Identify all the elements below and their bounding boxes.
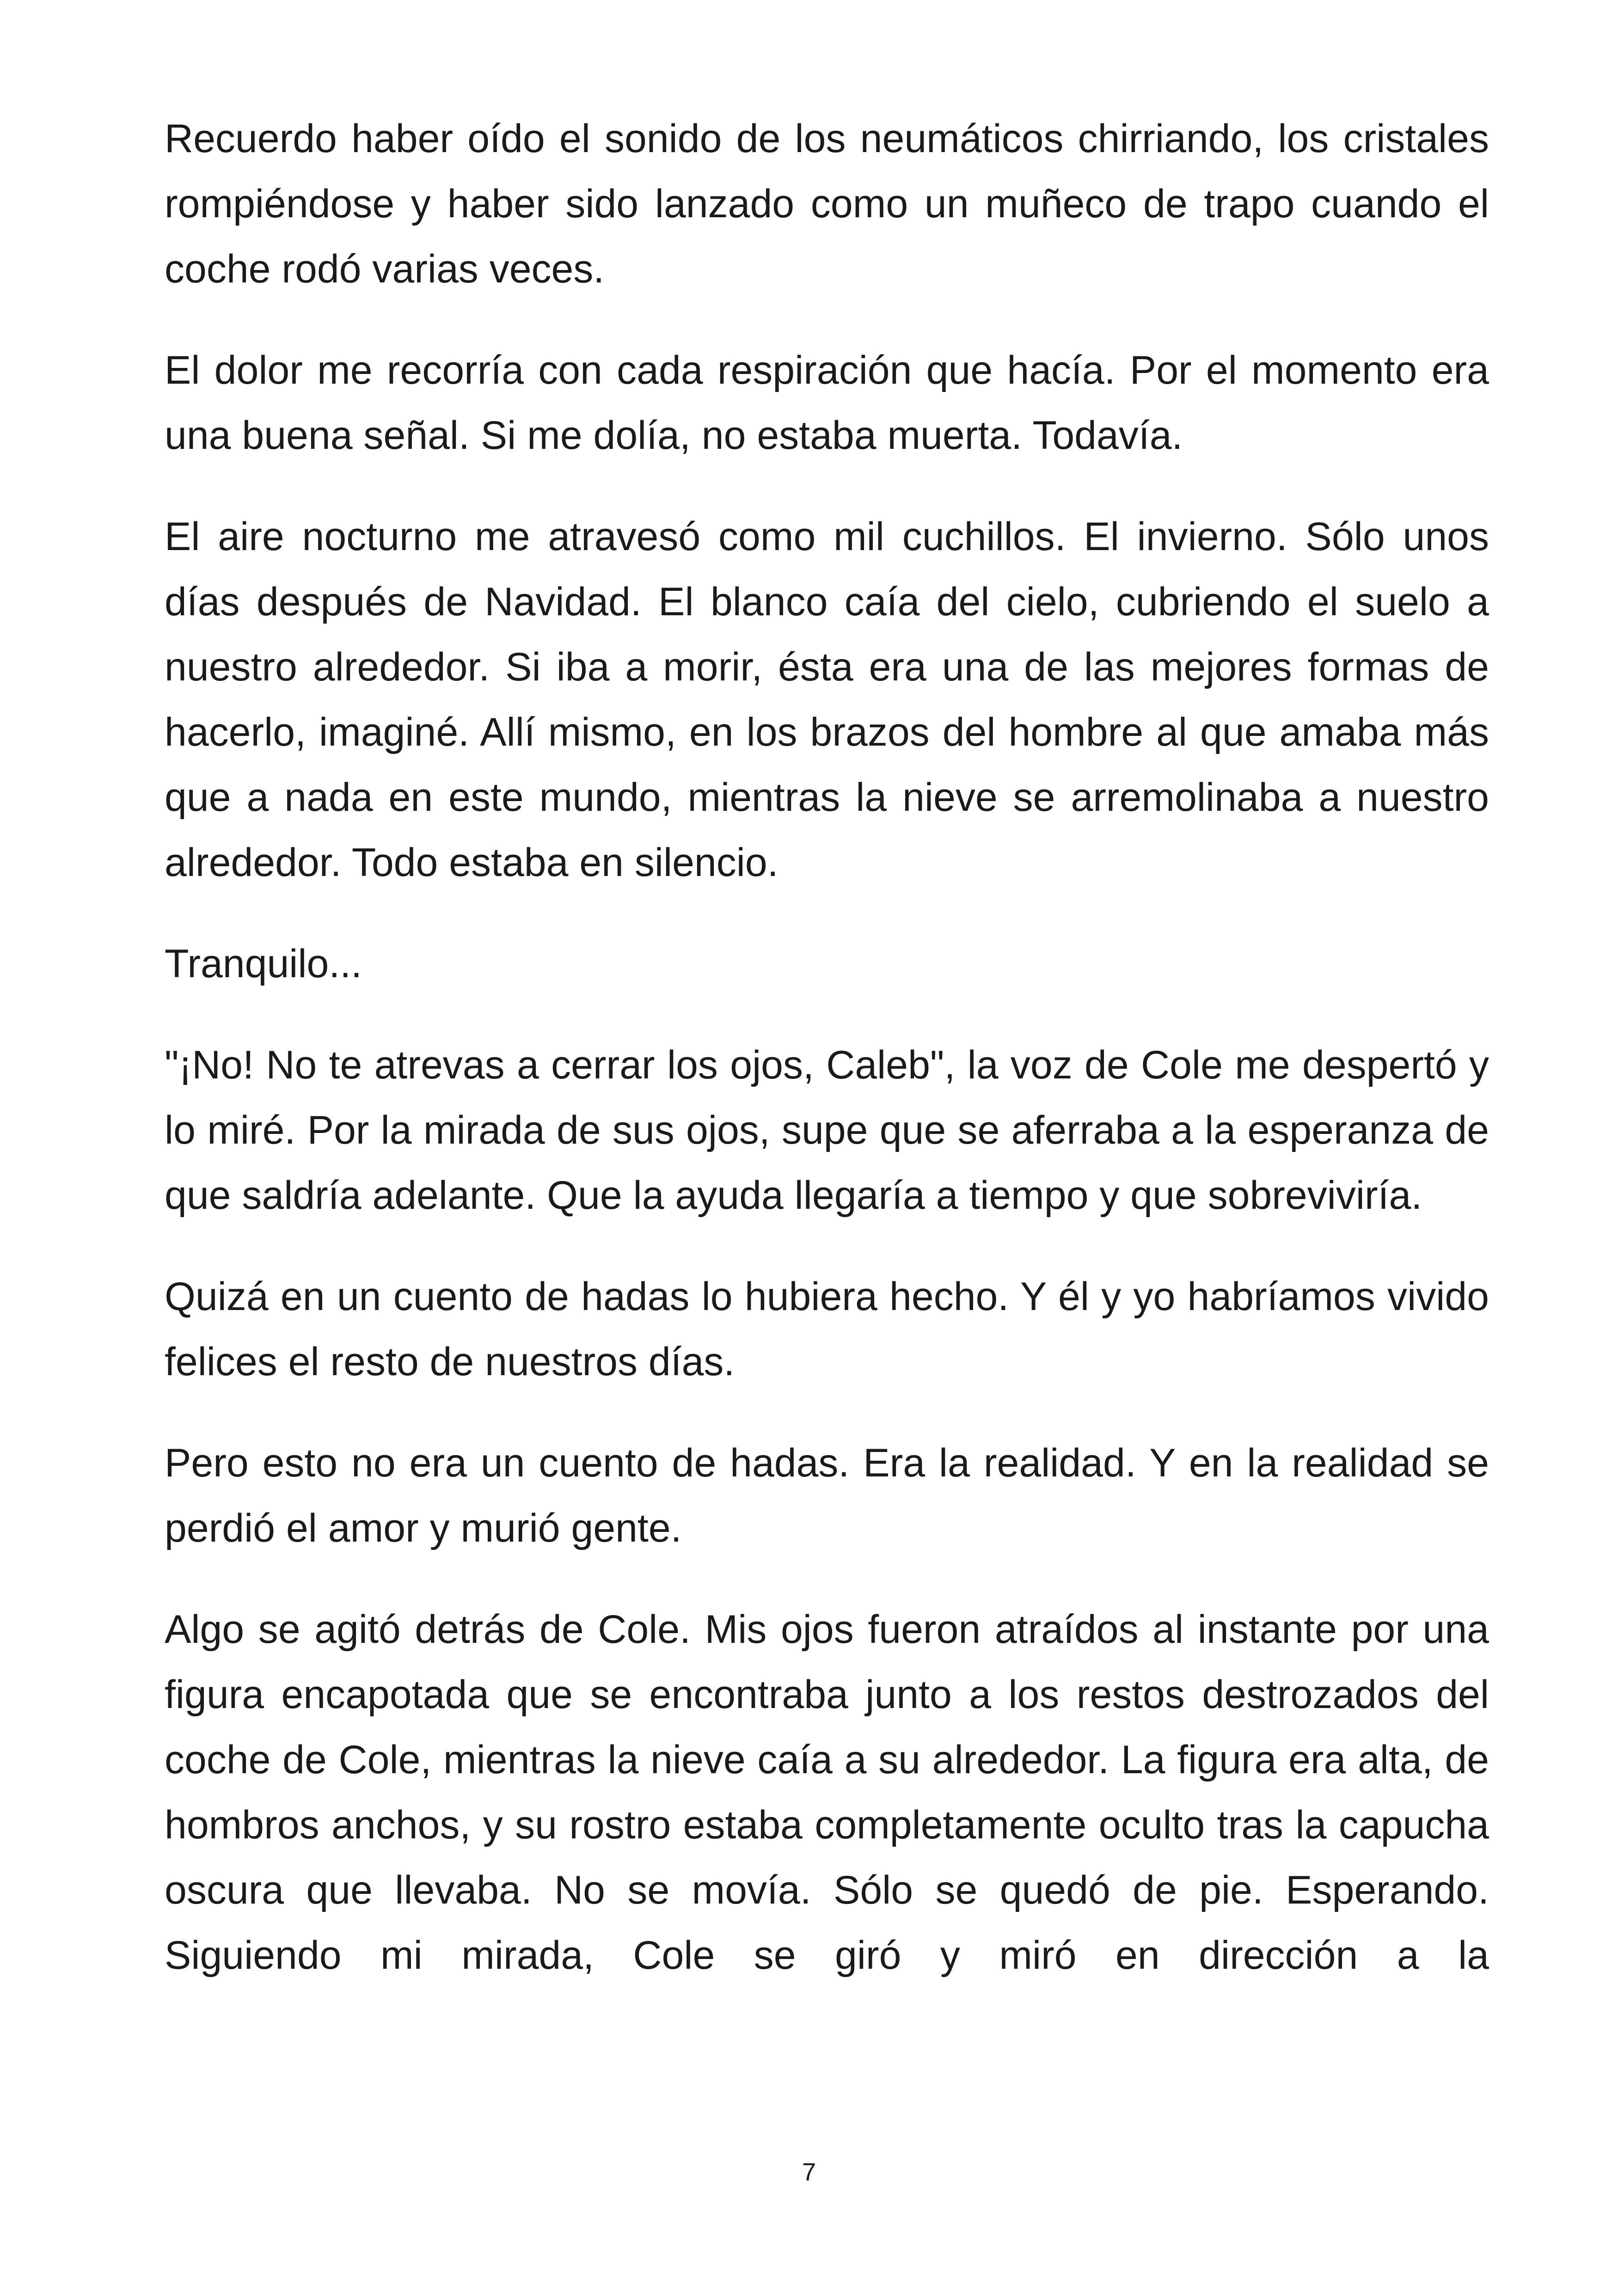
paragraph-1: Recuerdo haber oído el sonido de los neumáticos chirriando, los cristales rompiéndose y haber sido lanzado como un muñeco de trapo cuando el coche rodó varias veces. [165,116,1489,291]
paragraph-2: El dolor me recorría con cada respiración que hacía. Por el momento era una buena señal. Si me dolía, no estaba muerta. Todavía. [165,348,1489,458]
body-text [165,106,1489,1988]
paragraph-4: Tranquilo... [165,942,362,986]
paragraph-8: Algo se agitó detrás de Cole. Mis ojos fueron atraídos al instante por una figura encapotada que se encontraba junto a los restos destrozados del coche de Cole, mientras la nieve caía a su alrededor. La figura era alta, de hombros anchos, y su rostro estaba completamente oculto tras la capucha oscura que llevaba. No se movía. Sólo se quedó de pie. Esperando. Siguiendo mi mirada, Cole se giró y miró en dirección a la [165,1607,1489,1978]
paragraph-7: Pero esto no era un cuento de hadas. Era la realidad. Y en la realidad se perdió el amor y murió gente. [165,1441,1489,1550]
paragraph-5: "¡No! No te atrevas a cerrar los ojos, Caleb", la voz de Cole me despertó y lo miré. Por la mirada de sus ojos, supe que se aferraba a la esperanza de que saldría adelante. Que la ayuda llegaría a tiempo y que sobreviviría. [165,1043,1489,1218]
page-number: 7 [802,2158,816,2186]
paragraph-6: Quizá en un cuento de hadas lo hubiera hecho. Y él y yo habríamos vivido felices el resto de nuestros días. [165,1274,1489,1384]
paragraph-3: El aire nocturno me atravesó como mil cuchillos. El invierno. Sólo unos días después de Navidad. El blanco caía del cielo, cubriendo el suelo a nuestro alrededor. Si iba a morir, ésta era una de las mejores formas de hacerlo, imaginé. Allí mismo, en los brazos del hombre al que amaba más que a nada en este mundo, mientras la nieve se arremolinaba a nuestro alrededor. Todo estaba en silencio. [165,514,1489,885]
